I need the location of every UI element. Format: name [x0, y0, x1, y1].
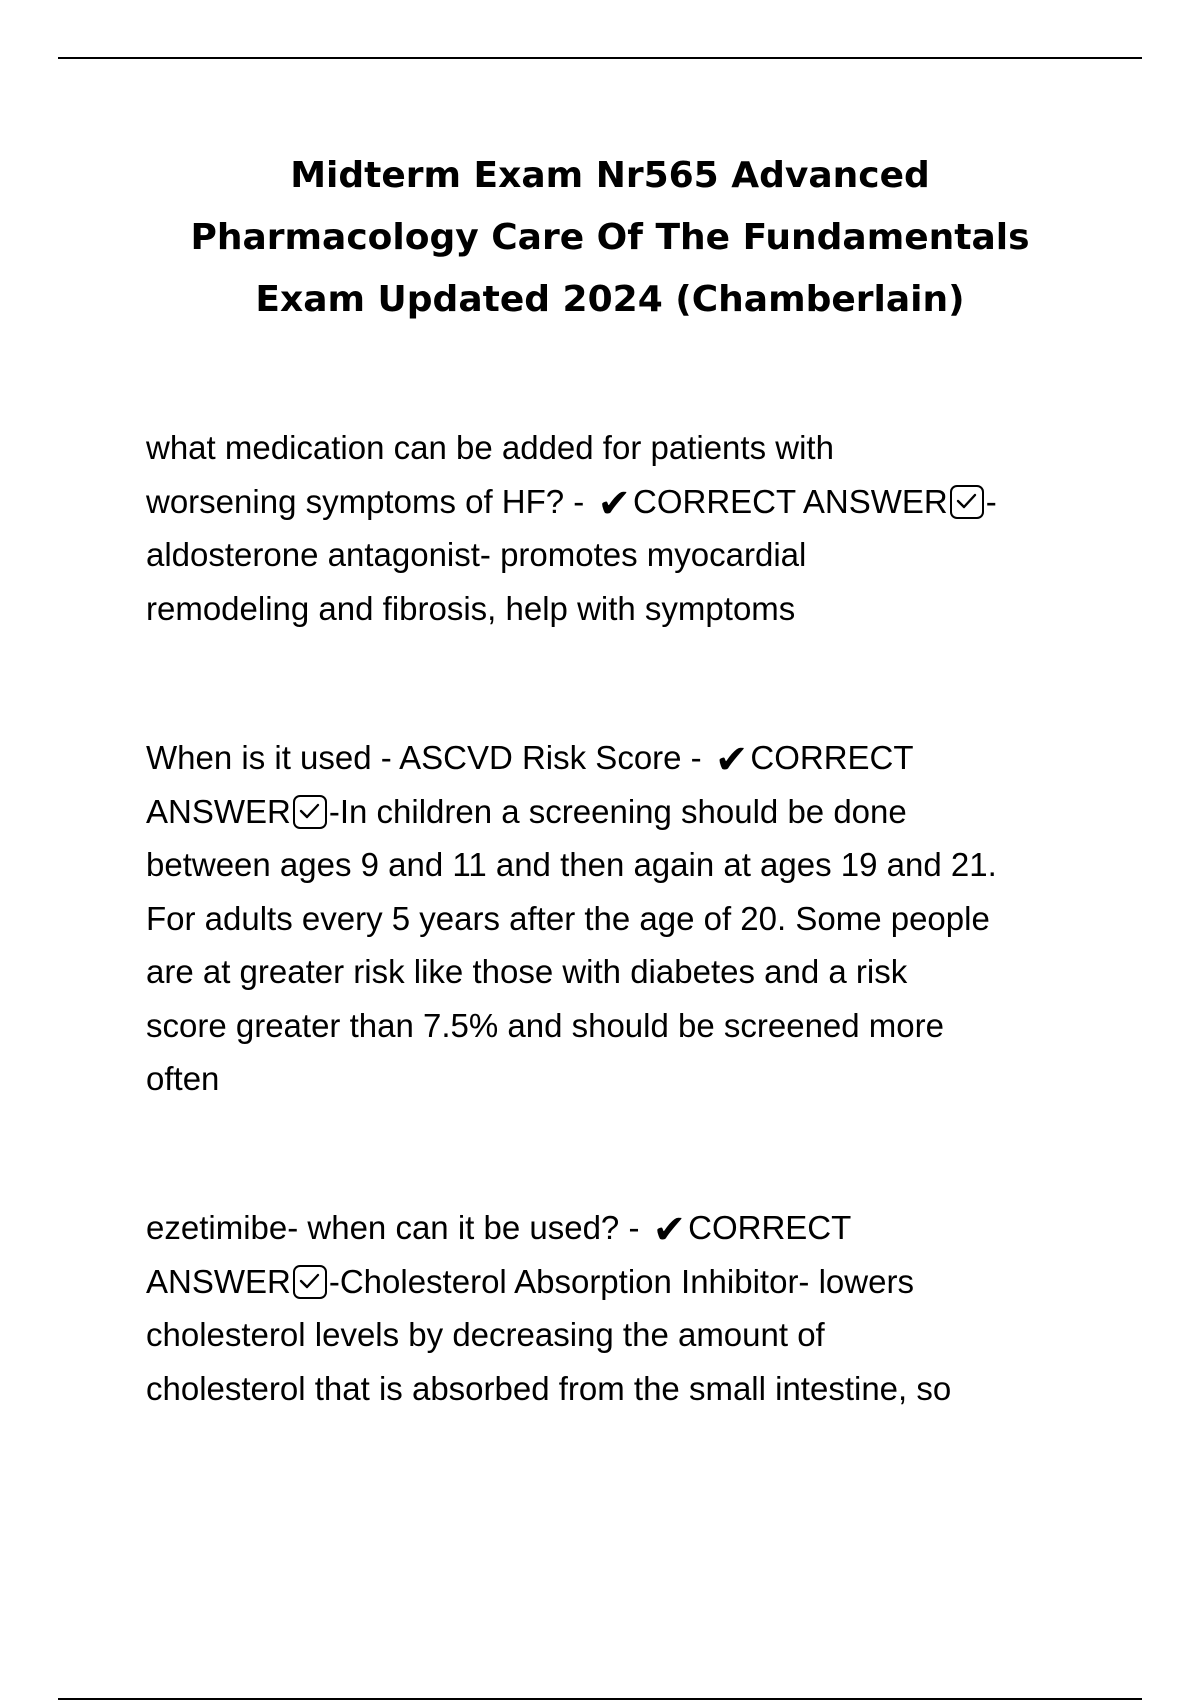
correct-answer-label: CORRECT ANSWER	[632, 482, 948, 520]
answer-text: score greater than 7.5% and should be screened more	[146, 1006, 944, 1044]
title-line: Midterm Exam Nr565 Advanced	[290, 155, 930, 196]
question-text: worsening symptoms of HF? -	[146, 482, 594, 520]
title-line: Pharmacology Care Of The Fundamentals	[190, 217, 1030, 258]
checked-box-icon	[950, 485, 984, 519]
qa-line	[146, 1255, 1106, 1309]
correct-answer-label: CORRECT	[688, 1209, 852, 1246]
question-text: When is it used - ASCVD Risk Score -	[146, 739, 711, 776]
heavy-check-mark-icon: ✔	[597, 480, 631, 527]
checked-box-icon	[293, 1265, 327, 1299]
qa-line	[146, 785, 1106, 839]
qa-item-ezetimibe	[146, 1201, 1106, 1415]
top-rule	[58, 57, 1142, 59]
correct-answer-label: ANSWER	[146, 1262, 291, 1300]
heavy-check-mark-icon: ✔	[714, 737, 749, 783]
answer-text: cholesterol that is absorbed from the small intestine, so	[146, 1369, 952, 1407]
answer-text: -	[985, 482, 997, 520]
qa-line	[146, 475, 1106, 529]
answer-text: are at greater risk like those with diabetes and a risk	[146, 953, 908, 990]
answer-text: remodeling and fibrosis, help with symptoms	[146, 589, 796, 627]
answer-text: between ages 9 and 11 and then again at ages 19 and 21.	[146, 846, 997, 883]
qa-line	[146, 1201, 1106, 1255]
question-text: ezetimibe- when can it be used? -	[146, 1209, 649, 1246]
qa-line	[146, 731, 1106, 785]
heavy-check-mark-icon: ✔	[652, 1207, 687, 1253]
answer-text: -In children a screening should be done	[328, 792, 907, 830]
correct-answer-label: CORRECT	[750, 739, 914, 776]
question-text: what medication can be added for patients with	[146, 429, 834, 466]
correct-answer-label: ANSWER	[146, 792, 291, 830]
answer-text: aldosterone antagonist- promotes myocardial	[146, 536, 807, 573]
answer-text: often	[146, 1060, 220, 1097]
answer-text: For adults every 5 years after the age of 20. Some people	[146, 899, 990, 937]
qa-item-heart-failure	[146, 421, 1106, 635]
answer-text: -Cholesterol Absorption Inhibitor- lowers	[328, 1262, 914, 1300]
document-title	[110, 145, 1110, 331]
answer-text: cholesterol levels by decreasing the amount of	[146, 1316, 825, 1353]
checked-box-icon	[293, 795, 327, 829]
title-line: Exam Updated 2024 (Chamberlain)	[255, 279, 965, 320]
qa-item-ascvd-risk-score	[146, 731, 1106, 1106]
